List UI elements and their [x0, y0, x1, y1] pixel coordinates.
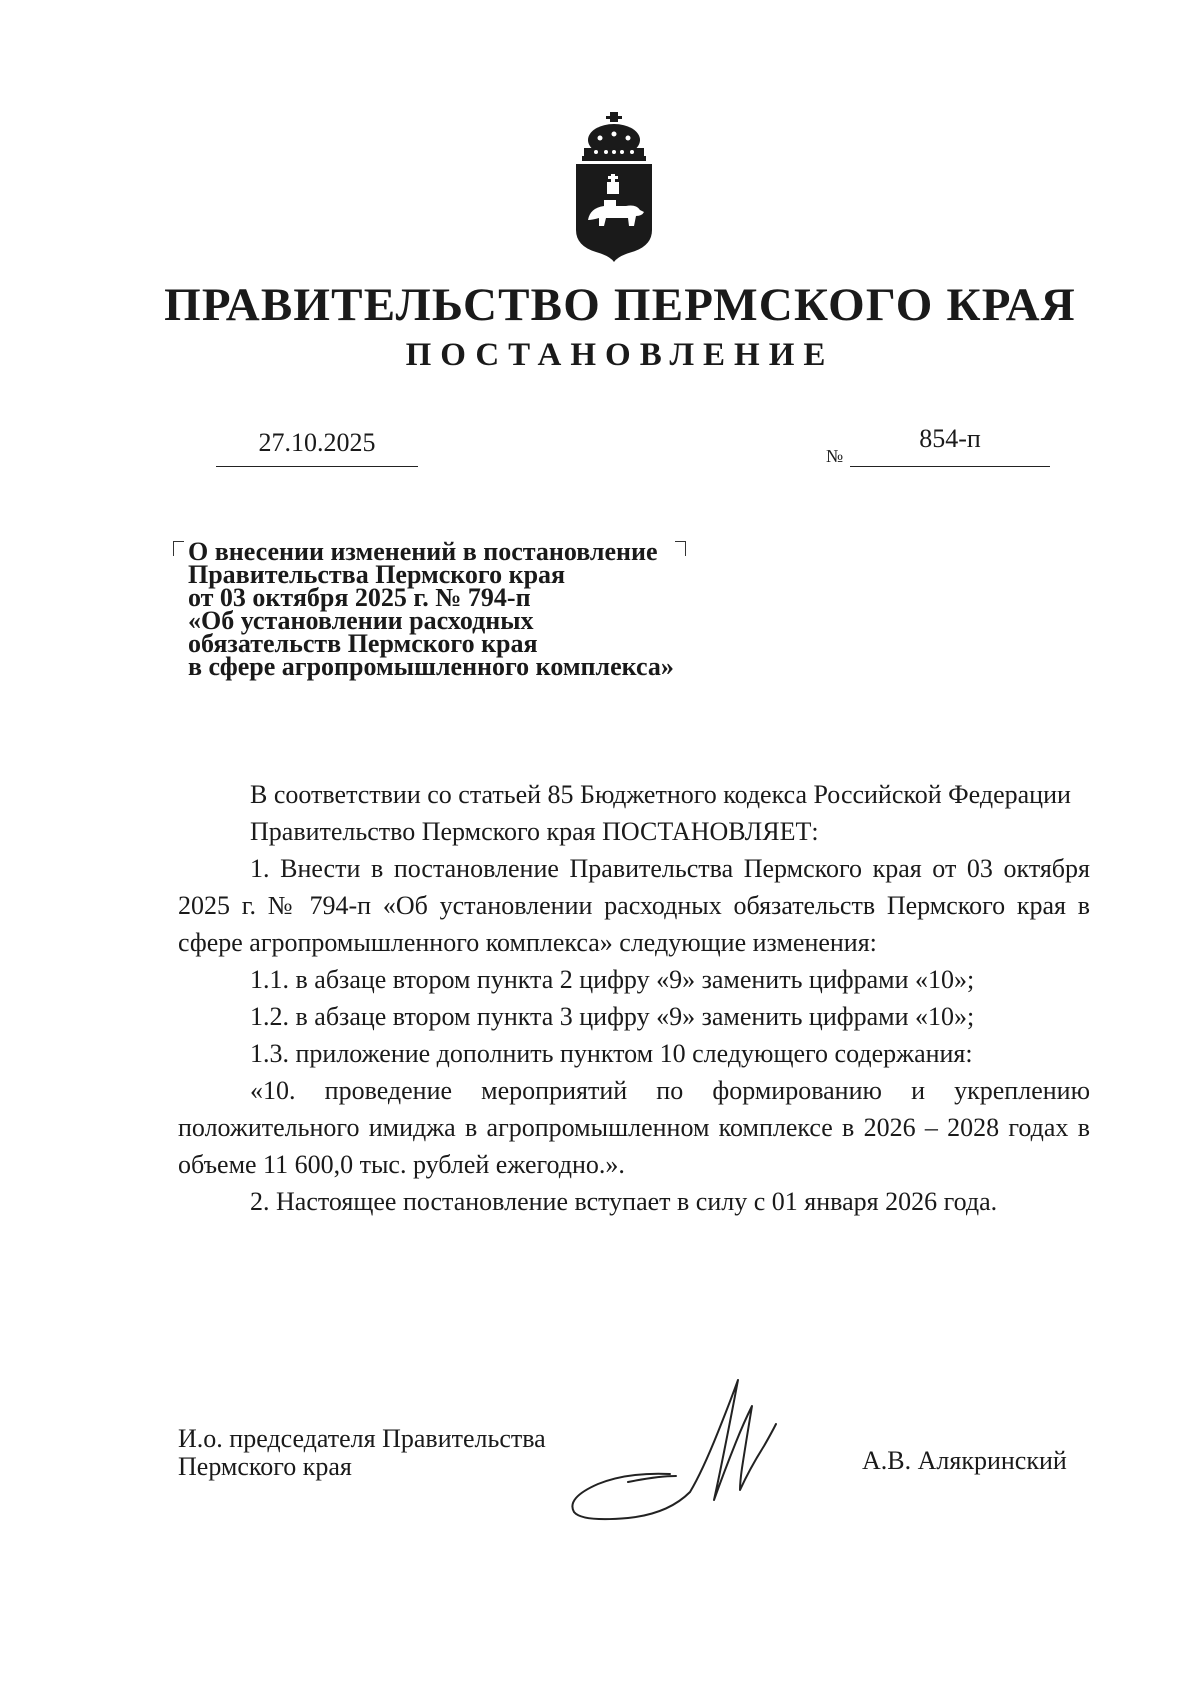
body-paragraph: 1.2. в абзаце втором пункта 3 цифру «9» заменить цифрами «10»; [250, 1002, 975, 1031]
document-number: 854-п [850, 422, 1050, 467]
signer-name: А.В. Алякринский [862, 1446, 1067, 1475]
handwritten-signature [568, 1372, 828, 1552]
position-line: И.о. председателя Правительства [178, 1424, 546, 1453]
body-paragraph: 1.1. в абзаце втором пункта 2 цифру «9» заменить цифрами «10»; [250, 965, 975, 994]
document-type-title: ПОСТАНОВЛЕНИЕ [405, 337, 835, 373]
position-line: Пермского края [178, 1452, 352, 1481]
number-sign: № [826, 446, 844, 466]
subject-line: обязательств Пермского края [188, 629, 538, 658]
coat-of-arms-icon [570, 112, 658, 262]
body-paragraph: 1. Внести в постановление Правительства Пермского края от 03 октября 2025 г. № 794-п «Об установлении расходных обязательств Пермского края в сфере агропромышленного комплекса» следующие изменения: [178, 854, 1090, 957]
subject-line: Правительства Пермского края [188, 560, 566, 589]
subject-left-bracket [173, 541, 184, 556]
body-paragraph: В соответствии со статьей 85 Бюджетного кодекса Российской Федерации [250, 780, 1071, 809]
body-paragraph: «10. проведение мероприятий по формированию и укреплению положительного имиджа в агропромышленном комплексе в 2026 – 2028 годах в объеме 11 600,0 тыс. рублей ежегодно.». [178, 1076, 1090, 1179]
subject-line: О внесении изменений в постановление [188, 537, 658, 566]
body-paragraph: Правительство Пермского края ПОСТАНОВЛЯЕТ: [250, 817, 819, 846]
body-paragraph: 2. Настоящее постановление вступает в силу с 01 января 2026 года. [250, 1187, 998, 1216]
document-date: 27.10.2025 [216, 426, 418, 467]
body-paragraph: 1.3. приложение дополнить пунктом 10 следующего содержания: [250, 1039, 973, 1068]
document-body [178, 776, 1090, 1220]
signatory-position [178, 1425, 546, 1481]
subject-line: в сфере агропромышленного комплекса» [188, 652, 674, 681]
document-subject [188, 537, 748, 681]
subject-line: от 03 октября 2025 г. № 794-п [188, 583, 531, 612]
subject-line: «Об установлении расходных [188, 606, 534, 635]
organization-title: ПРАВИТЕЛЬСТВО ПЕРМСКОГО КРАЯ [164, 279, 1076, 331]
